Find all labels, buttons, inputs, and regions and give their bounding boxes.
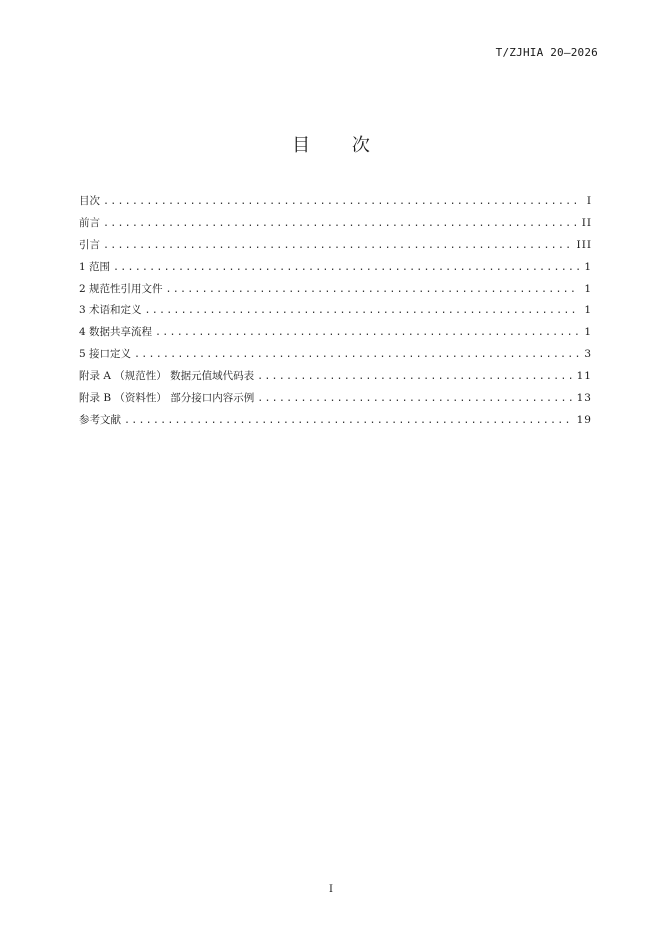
toc-entry-introduction[interactable] (79, 235, 592, 257)
toc-entry-page: 19 (576, 413, 592, 426)
toc-entry-page: I (586, 195, 592, 207)
dot-leader (155, 322, 579, 344)
dot-leader (257, 388, 573, 410)
toc-entry-label: 1 范围 (79, 260, 111, 273)
dot-leader (134, 344, 579, 366)
toc-entry-appendix-b[interactable] (79, 388, 592, 410)
dot-leader (124, 410, 574, 432)
dot-leader (103, 191, 579, 213)
table-of-contents (79, 191, 592, 432)
toc-entry-label: 目次 (79, 195, 100, 207)
dot-leader (166, 279, 579, 301)
dot-leader (257, 366, 574, 388)
toc-entry-label: 4 数据共享流程 (79, 326, 153, 339)
toc-entry-page: 13 (576, 392, 592, 405)
dot-leader (103, 235, 574, 257)
toc-entry-label: 引言 (79, 238, 100, 251)
toc-entry-normative-references[interactable] (79, 279, 592, 301)
toc-entry-contents[interactable] (79, 191, 592, 213)
toc-entry-label: 前言 (79, 216, 100, 229)
dot-leader (103, 213, 579, 235)
toc-entry-label: 3 术语和定义 (79, 304, 142, 317)
toc-entry-bibliography[interactable] (79, 410, 592, 432)
toc-entry-page: 11 (576, 370, 592, 383)
toc-entry-scope[interactable] (79, 257, 592, 279)
toc-entry-page: 1 (584, 260, 592, 273)
toc-entry-terms-definitions[interactable] (79, 300, 592, 322)
toc-entry-label: 附录 A （规范性） 数据元值域代码表 (79, 370, 255, 383)
toc-entry-interface-definition[interactable] (79, 344, 592, 366)
toc-entry-label: 2 规范性引用文件 (79, 282, 163, 295)
toc-entry-page: 1 (584, 326, 592, 339)
dot-leader (113, 257, 579, 279)
toc-entry-foreword[interactable] (79, 213, 592, 235)
standard-code: T/ZJHIA 20—2026 (495, 46, 598, 59)
toc-entry-label: 附录 B （资料性） 部分接口内容示例 (79, 392, 255, 405)
toc-entry-appendix-a[interactable] (79, 366, 592, 388)
toc-entry-page: 1 (584, 304, 592, 317)
toc-entry-data-sharing-process[interactable] (79, 322, 592, 344)
page-title: 目 次 (292, 135, 388, 156)
page-number: I (329, 884, 333, 895)
toc-entry-label: 参考文献 (79, 413, 121, 426)
toc-entry-page: III (576, 238, 592, 251)
toc-entry-page: II (581, 216, 592, 229)
toc-entry-page: 1 (584, 282, 592, 295)
dot-leader (145, 300, 579, 322)
toc-entry-label: 5 接口定义 (79, 348, 132, 361)
toc-entry-page: 3 (584, 348, 592, 361)
